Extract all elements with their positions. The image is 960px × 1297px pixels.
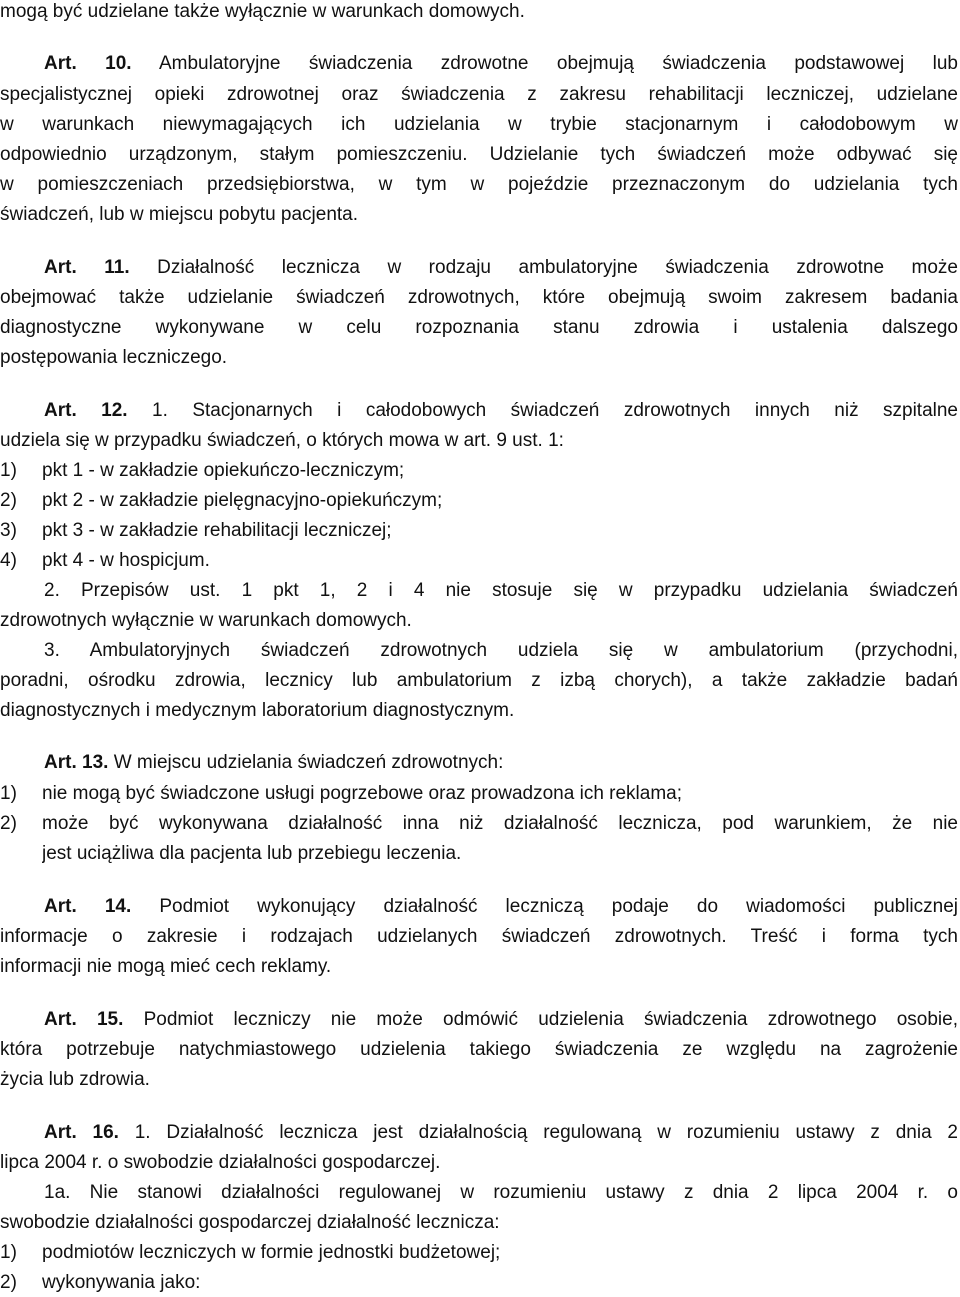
text-line: świadczeń, lub w miejscu pobytu pacjenta. bbox=[0, 204, 359, 225]
article-14-line: Art. 14. Podmiot wykonujący działalność leczniczą podaje do wiadomości publicznej bbox=[44, 896, 958, 917]
list-item: pkt 1 - w zakładzie opiekuńczo-leczniczym; bbox=[42, 460, 405, 481]
list-number: 2) bbox=[0, 1272, 17, 1293]
article-11-line: Art. 11. Działalność lecznicza w rodzaju ambulatoryjne świadczenia zdrowotne może bbox=[44, 257, 958, 278]
text-line: specjalistycznej opieki zdrowotnej oraz świadczenia z zakresu rehabilitacji leczniczej, udzielane bbox=[0, 84, 958, 105]
text-line: odpowiednio urządzonym, stałym pomieszczeniu. Udzielanie tych świadczeń może odbywać się bbox=[0, 144, 958, 165]
text-line: która potrzebuje natychmiastowego udzielenia takiego świadczenia ze względu na zagrożenie bbox=[0, 1039, 958, 1060]
list-item: pkt 2 - w zakładzie pielęgnacyjno-opiekuńczym; bbox=[42, 490, 443, 511]
text-line: informacje o zakresie i rodzajach udzielanych świadczeń zdrowotnych. Treść i forma tych bbox=[0, 926, 958, 947]
list-number: 1) bbox=[0, 460, 17, 481]
list-item: nie mogą być świadczone usługi pogrzebowe oraz prowadzona ich reklama; bbox=[42, 783, 683, 804]
text-line: swobodzie działalności gospodarczej działalność lecznicza: bbox=[0, 1212, 500, 1233]
list-item: może być wykonywana działalność inna niż działalność lecznicza, pod warunkiem, że nie bbox=[42, 813, 958, 834]
article-label: Art. 14. bbox=[44, 896, 132, 917]
list-number: 1) bbox=[0, 783, 17, 804]
text-line: informacji nie mogą mieć cech reklamy. bbox=[0, 956, 332, 977]
article-label: Art. 13. bbox=[44, 752, 109, 773]
text-line: 2. Przepisów ust. 1 pkt 1, 2 i 4 nie stosuje się w przypadku udzielania świadczeń bbox=[44, 580, 958, 601]
text-line: postępowania leczniczego. bbox=[0, 347, 228, 368]
text-line: w pomieszczeniach przedsiębiorstwa, w tym w pojeździe przeznaczonym do udzielania tych bbox=[0, 174, 958, 195]
text-line: zdrowotnych wyłącznie w warunkach domowych. bbox=[0, 610, 412, 631]
list-number: 4) bbox=[0, 550, 17, 571]
article-label: Art. 15. bbox=[44, 1009, 124, 1030]
list-number: 2) bbox=[0, 490, 17, 511]
text-line: 1a. Nie stanowi działalności regulowanej w rozumieniu ustawy z dnia 2 lipca 2004 r. o bbox=[44, 1182, 958, 1203]
list-item: pkt 4 - w hospicjum. bbox=[42, 550, 210, 571]
article-15-line: Art. 15. Podmiot leczniczy nie może odmówić udzielenia świadczenia zdrowotnego osobie, bbox=[44, 1009, 958, 1030]
article-label: Art. 12. bbox=[44, 400, 128, 421]
text-line: obejmować także udzielanie świadczeń zdrowotnych, które obejmują swoim zakresem badania bbox=[0, 287, 958, 308]
article-10-line: Art. 10. Ambulatoryjne świadczenia zdrowotne obejmują świadczenia podstawowej lub bbox=[44, 53, 958, 74]
article-label: Art. 16. bbox=[44, 1122, 119, 1143]
list-item: pkt 3 - w zakładzie rehabilitacji leczniczej; bbox=[42, 520, 392, 541]
text-line: poradni, ośrodku zdrowia, lecznicy lub ambulatorium z izbą chorych), a także zakładzie badań bbox=[0, 670, 958, 691]
list-item: podmiotów leczniczych w formie jednostki budżetowej; bbox=[42, 1242, 501, 1263]
text-line: mogą być udzielane także wyłącznie w warunkach domowych. bbox=[0, 1, 525, 22]
text-line: diagnostyczne wykonywane w celu rozpoznania stanu zdrowia i ustalenia dalszego bbox=[0, 317, 958, 338]
list-number: 3) bbox=[0, 520, 17, 541]
list-number: 1) bbox=[0, 1242, 17, 1263]
text-line: diagnostycznych i medycznym laboratorium diagnostycznym. bbox=[0, 700, 515, 721]
article-13-line: Art. 13. W miejscu udzielania świadczeń zdrowotnych: bbox=[44, 752, 504, 773]
article-label: Art. 10. bbox=[44, 53, 132, 74]
text-line: 3. Ambulatoryjnych świadczeń zdrowotnych udziela się w ambulatorium (przychodni, bbox=[44, 640, 958, 661]
article-label: Art. 11. bbox=[44, 257, 130, 278]
text-line: lipca 2004 r. o swobodzie działalności gospodarczej. bbox=[0, 1152, 441, 1173]
text-line: życia lub zdrowia. bbox=[0, 1069, 150, 1090]
article-16-line: Art. 16. 1. Działalność lecznicza jest działalnością regulowaną w rozumieniu ustawy z dnia 2 bbox=[44, 1122, 958, 1143]
list-item: wykonywania jako: bbox=[42, 1272, 201, 1293]
list-item-continuation: jest uciążliwa dla pacjenta lub przebiegu leczenia. bbox=[42, 843, 462, 864]
text-line: udziela się w przypadku świadczeń, o których mowa w art. 9 ust. 1: bbox=[0, 430, 564, 451]
list-number: 2) bbox=[0, 813, 17, 834]
text-line: w warunkach niewymagających ich udzielania w trybie stacjonarnym i całodobowym w bbox=[0, 114, 958, 135]
article-12-line: Art. 12. 1. Stacjonarnych i całodobowych świadczeń zdrowotnych innych niż szpitalne bbox=[44, 400, 958, 421]
